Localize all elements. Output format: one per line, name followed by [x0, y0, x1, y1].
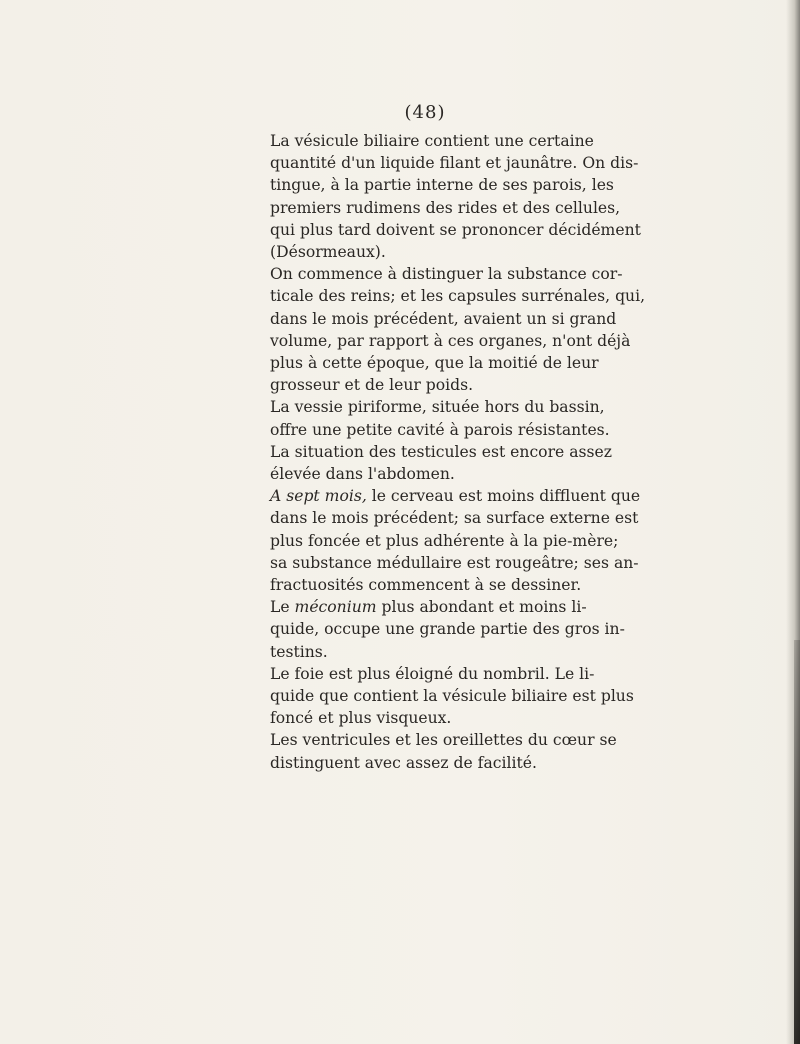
- text-line: qui plus tard doivent se prononcer décidément: [270, 220, 641, 239]
- text-line: foncé et plus visqueux.: [270, 709, 452, 728]
- paragraph-seven-months: [253, 485, 641, 596]
- page-edge-binding: [794, 640, 800, 1044]
- text-line: On commence à distinguer la substance cor-: [270, 265, 623, 284]
- text-line: offre une petite cavité à parois résistantes.: [270, 420, 610, 439]
- text-line: quantité d'un liquide filant et jaunâtre. On dis-: [270, 154, 639, 173]
- text-line: fractuosités commencent à se dessiner.: [270, 576, 582, 595]
- text-fragment: le cerveau est moins diffluent que: [366, 487, 641, 506]
- text-line: La vessie piriforme, située hors du bassin,: [270, 398, 605, 417]
- text-line: volume, par rapport à ces organes, n'ont déjà: [270, 331, 631, 350]
- text-line: La vésicule biliaire contient une certaine: [270, 132, 594, 150]
- text-line: plus à cette époque, que la moitié de leur: [270, 354, 599, 373]
- text-line: tingue, à la partie interne de ses parois, les: [270, 176, 614, 195]
- text-line: grosseur et de leur poids.: [270, 376, 474, 395]
- paragraph-bladder: [253, 396, 610, 440]
- text-line: Le foie est plus éloigné du nombril. Le li-: [270, 664, 595, 683]
- paragraph-heart: [253, 729, 617, 773]
- paragraph-testicles: [253, 441, 612, 485]
- text-line: (Désormeaux).: [270, 243, 386, 262]
- text-line: quide que contient la vésicule biliaire est plus: [270, 687, 634, 706]
- paragraph-gallbladder: [253, 130, 641, 263]
- text-line: sa substance médullaire est rougeâtre; ses an-: [270, 553, 639, 572]
- italic-lead: A sept mois,: [270, 487, 367, 506]
- page-number: (48): [404, 102, 446, 123]
- text-line: [253, 485, 641, 507]
- text-line: Les ventricules et les oreillettes du cœur se: [270, 731, 617, 750]
- text-line: élevée dans l'abdomen.: [270, 465, 455, 484]
- text-line: plus foncée et plus adhérente à la pie-mère;: [270, 531, 619, 550]
- body-text: [253, 130, 646, 774]
- text-line: [253, 596, 587, 618]
- text-fragment: plus abondant et moins li-: [376, 598, 587, 617]
- text-line: dans le mois précédent; sa surface externe est: [270, 509, 639, 528]
- text-line: La situation des testicules est encore assez: [270, 442, 612, 461]
- paragraph-kidneys: [253, 263, 646, 396]
- text-line: testins.: [270, 642, 328, 661]
- paragraph-meconium: [253, 596, 625, 663]
- italic-term: méconium: [294, 598, 377, 617]
- text-line: distinguent avec assez de facilité.: [270, 753, 537, 772]
- text-line: premiers rudimens des rides et des cellules,: [270, 198, 621, 217]
- text-line: ticale des reins; et les capsules surrénales, qui,: [270, 287, 646, 306]
- paragraph-liver: [253, 663, 634, 730]
- text-line: dans le mois précédent, avaient un si grand: [270, 309, 617, 328]
- text-fragment: Le: [270, 598, 295, 617]
- text-line: quide, occupe une grande partie des gros in-: [270, 620, 625, 639]
